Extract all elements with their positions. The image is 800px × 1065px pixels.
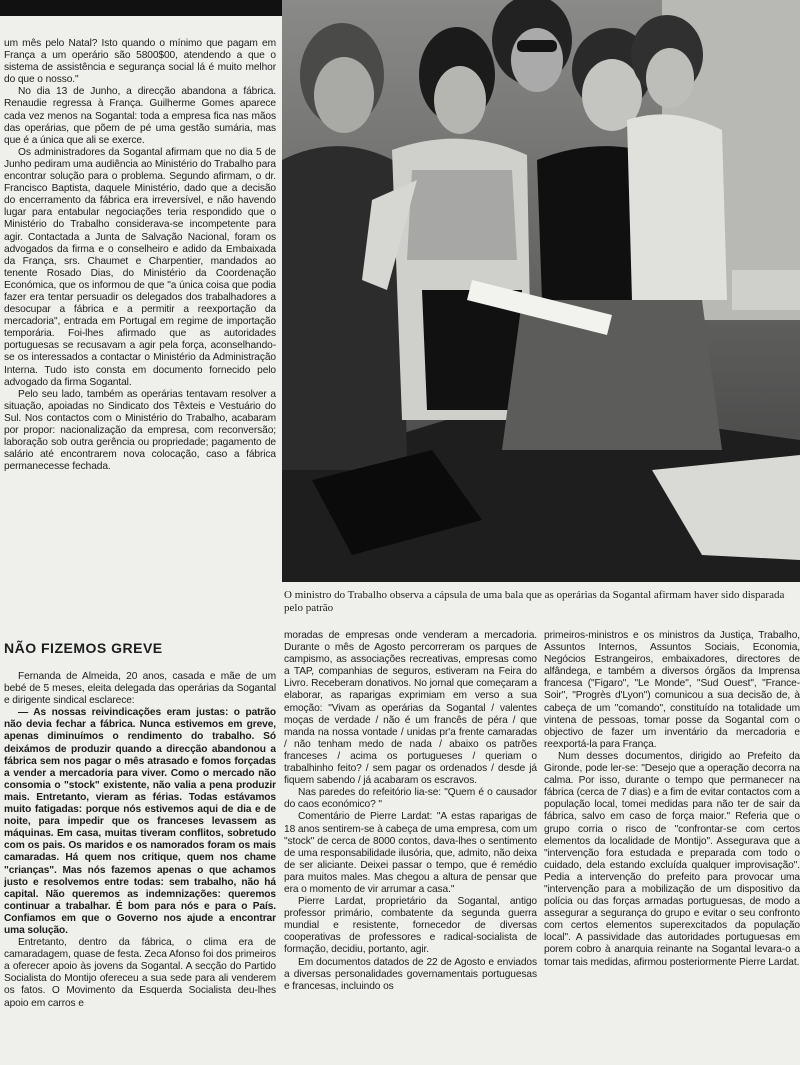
news-photo xyxy=(282,0,800,582)
article-column-right xyxy=(544,630,800,1065)
section-heading: NÃO FIZEMOS GREVE xyxy=(4,640,163,656)
paragraph: Os administradores da Sogantal afirmam que no dia 5 de Junho pediram uma audiência ao Ministério do Trabalho para encontrar solução para o problema. Segundo afirmam, o dr. Francisco Baptista, daquele Ministério, dado que a decisão do encerramento da fábrica era irreversível, e não havendo lugar para entabular negociações teria respondido que o Ministério do Trabalho considerava-se incompetente para agir. Contactada a Junta de Salvação Nacional, foram os advogados da firma e o conselheiro e adido da Embaixada da França, srs. Chaumet e Charpentier, mandados ao tenente Rosado Dias, do Ministério da Coordenação Económica, que os informou de que "a única coisa que podia fazer era tentar persuadir os delegados dos trabalhadores a desocupar a fábrica e a permitir a reexportação da mercadoria", entrada em Portugal em regime de importação temporária. Foi-lhes afirmado que as autoridades portuguesas se recusavam a agir pela força, aconselhando-se os interessados a contactar o Ministério da Administração Interna. Tudo isto consta em documento fornecido pelo advogado da firma Sogantal. xyxy=(4,146,276,388)
article-column-left xyxy=(4,671,276,1065)
photo-illustration xyxy=(282,0,800,582)
paragraph: um mês pelo Natal? Isto quando o mínimo que pagam em França a um operário são 5800$00, atendendo a que o sistema de assistência e segurança social lá é muito melhor do que o nosso." xyxy=(4,38,276,86)
photo-caption: O ministro do Trabalho observa a cápsula de uma bala que as operárias da Sogantal afirmam haver sido disparada pelo patrão xyxy=(284,589,785,614)
paragraph: Entretanto, dentro da fábrica, o clima era de camaradagem, quase de festa. Zeca Afonso foi dos primeiros a oferecer apoio às jovens da Sogantal. A secção do Partido Socialista do Montijo ofereceu a sua sede para ali venderem os fatos. O Movimento da Esquerda Socialista deu-lhes apoio em carros e xyxy=(4,937,276,1009)
paragraph: Num desses documentos, dirigido ao Prefeito da Gironde, pode ler-se: "Desejo que a operação decorra na calma. Por isso, durante o tempo que permanecer na fábrica (cerca de 7 dias) e a fim de evitar contactos com a população local, tomei medidas para não ter de sair da fábrica, salvo em caso de força maior." Referia que o grupo corria o risco de "confrontar-se com certos elementos da localidade de Montijo". Assegurava que a "intervenção fora estudada e preparada com todo o cuidado, dela estando excluída qualquer improvisação". Pedia a intervenção do prefeito para provocar uma "intervenção para a mobilização de um dispositivo da polícia ou das forças armadas portuguesas, de modo a assegurar a segurança do grupo e evitar o seu confronto com certos elementos superexcitados da população local". A passividade das autoridades portuguesas em porem cobro à anarquia reinante na Sogantal levara-o a tomar tais medidas, afirmou posteriormente Pierre Lardat. xyxy=(544,750,800,968)
paragraph: Comentário de Pierre Lardat: "A estas raparigas de 18 anos sentirem-se à cabeça de uma empresa, com um "stock" de cerca de 8000 contos, dava-lhes o sentimento de uma responsabilidade ilusória, que, admito, não deixa de ser aliciante. Deixei passar o tempo, que é remédio para muitos males. Mas chegou a altura de pensar que era o momento de vir arrumar a casa." xyxy=(284,811,537,895)
paragraph: Pelo seu lado, também as operárias tentavam resolver a situação, apoiadas no Sindicato dos Têxteis e Vestuário do Sul. Nos contactos com o Ministério do Trabalho, acabaram por propor: nacionalização da empresa, com reconversão; laboração sob outra gerência ou propriedade; pagamento de salário até encontrarem nova colocação, caso a fábrica permanecesse fechada. xyxy=(4,388,276,473)
quote-paragraph: — As nossas reivindicações eram justas: o patrão não devia fechar a fábrica. Nunca estivemos em greve, apenas diminuímos o rendimento do trabalho. Só deixámos de produzir quando a direcção abandonou a fábrica sem nos pagar o mês atrasado e fomos forçadas a vender a mercadoria para viver. Como o mercado não consomia o "stock" existente, não valia a pena produzir mais. Entretanto, vieram as férias. Todas estávamos muito fatigadas: porque nós estivemos aqui de dia e de noite, para impedir que os franceses levassem as máquinas. Em casa, muitas tiveram conflitos, sobretudo com os pais. Os maridos e os namorados foram os mais camaradas. Há quem nos critique, quem nos chame "crianças". Mas nós fazemos apenas o que achamos justo e resolvemos entre todas: sem trabalho, não há capital. Não queremos as indemnizações: queremos continuar a trabalhar. É bom para nós e para o País. Confiamos em que o Governo nos ajude a encontrar uma solução. xyxy=(4,707,276,936)
paragraph: No dia 13 de Junho, a direcção abandona a fábrica. Renaudie regressa à França. Guilherme Gomes aparece cada vez menos na Sogantal: toda a empresa fica nas mãos das operárias, que põem de pé uma gestão sumária, mas que é a única que ali se exerce. xyxy=(4,86,276,146)
header-bar xyxy=(0,0,282,16)
paragraph: Fernanda de Almeida, 20 anos, casada e mãe de um bebé de 5 meses, eleita delegada das operárias da Sogantal e dirigente sindical esclarece: xyxy=(4,671,276,707)
paragraph: Em documentos datados de 22 de Agosto e enviados a diversas personalidades governamentais portuguesas e francesas, incluindo os xyxy=(284,956,537,992)
paragraph: Pierre Lardat, proprietário da Sogantal, antigo professor primário, combatente da segunda guerra mundial e resistente, fornecedor de diversas cooperativas de professores e radical-socialista de formação, decidiu, portanto, agir. xyxy=(284,896,537,956)
paragraph: moradas de empresas onde venderam a mercadoria. Durante o mês de Agosto percorreram os parques de campismo, as associações recreativas, empresas como a TAP, companhias de seguros, estiveram na Feira do Livro. Receberam donativos. No jornal que começaram a elaborar, as raparigas exprimiam em verso a sua emoção: "Vivam as operárias da Sogantal / valentes moças de verdade / não é um francês de péra / que manda na nossa vontade / unidas pr'a frente camaradas / não tenham medo de nada / abaixo os patrões franceses / acima os portugueses / queriam o trabalhinho feito? / sem pagar os ordenados / desde já fiquem sabendo / já acabaram os escravos. xyxy=(284,630,537,787)
article-column-middle xyxy=(284,630,537,1065)
paragraph: primeiros-ministros e os ministros da Justiça, Trabalho, Assuntos Internos, Assuntos Sociais, Economia, Negócios Estrangeiros, embaixadores, directores de alfândega, e também a diversos órgãos da Imprensa francesa ("Figaro", "Le Monde", "Sud Ouest", "France-Soir", "Progrès d'Lyon") comunicou a sua decisão de, à cabeça de um "comando", constituído na totalidade um vintena de pessoas, tomar posse da Sogantal com o objectivo de fazer um inventário da mercadoria e reexportá-la para França. xyxy=(544,630,800,750)
paragraph: Nas paredes do refeitório lia-se: "Quem é o causador do caos económico? " xyxy=(284,787,537,811)
article-column-top xyxy=(4,38,276,620)
